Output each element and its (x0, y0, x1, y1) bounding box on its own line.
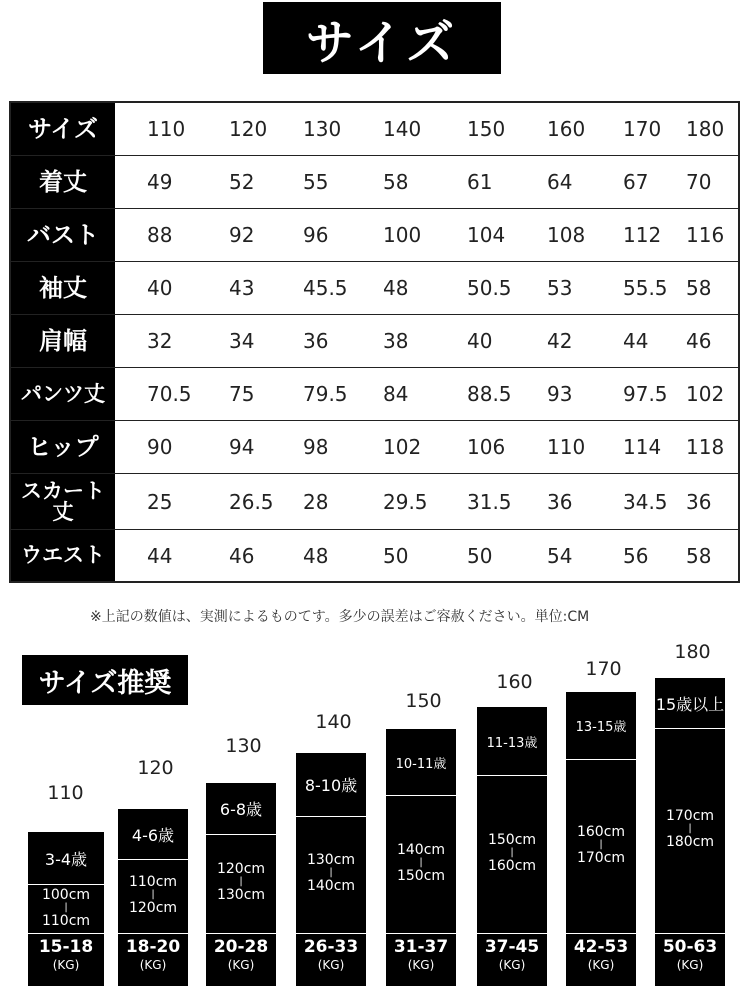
age-label: 6-8歳 (206, 783, 276, 835)
table-cell: 44 (147, 543, 173, 568)
weight-unit: (KG) (498, 958, 526, 972)
table-row (11, 421, 738, 474)
age-label: 11-13歳 (477, 707, 547, 776)
table-cell: 104 (467, 223, 506, 247)
table-cell: 32 (147, 329, 173, 353)
height-from: 160cm (576, 823, 626, 840)
table-cell: 40 (147, 276, 173, 300)
table-cell: 70 (686, 170, 712, 194)
table-cell: 64 (547, 170, 573, 194)
table-cell: 50.5 (467, 276, 512, 300)
size-label: 130 (225, 735, 262, 757)
weight-unit: (KG) (139, 958, 167, 972)
size-bar (386, 729, 456, 986)
row-label (11, 474, 115, 529)
table-row (11, 262, 738, 315)
weight-unit: (KG) (407, 958, 435, 972)
table-cell: 49 (147, 170, 173, 194)
size-table (9, 101, 740, 583)
height-from: 100cm (41, 887, 91, 903)
table-row (11, 368, 738, 421)
height-from: 170cm (665, 808, 715, 824)
table-cell: 140 (383, 117, 422, 141)
age-label: 10-11歳 (386, 729, 456, 796)
table-cell: 58 (383, 170, 409, 194)
weight-unit: (KG) (587, 958, 615, 972)
page-title: サイズ (263, 2, 501, 74)
table-cell: 102 (383, 435, 422, 459)
weight-range (386, 933, 456, 986)
table-cell: 120 (229, 117, 268, 141)
table-cell: 160 (547, 117, 586, 141)
table-cell: 88.5 (467, 382, 512, 406)
size-bar (477, 707, 547, 986)
table-cell: 28 (303, 489, 329, 514)
table-cell: 102 (686, 382, 725, 406)
table-cell: 29.5 (383, 489, 428, 514)
height-range (296, 853, 366, 893)
table-cell: 46 (686, 329, 712, 353)
range-divider-icon: | (329, 867, 333, 878)
table-cell: 42 (547, 329, 573, 353)
table-cell: 88 (147, 223, 173, 247)
size-label: 160 (496, 671, 533, 693)
row-label: バスト (11, 209, 115, 261)
range-divider-icon: | (688, 823, 692, 834)
height-from: 130cm (306, 852, 356, 868)
table-cell: 98 (303, 435, 329, 459)
table-row (11, 315, 738, 368)
weight-range (655, 933, 725, 986)
weight-range (566, 933, 636, 986)
table-cell: 116 (686, 223, 725, 247)
row-label: ヒップ (11, 421, 115, 473)
weight-value: 50-63 (662, 937, 718, 957)
table-cell: 110 (147, 117, 186, 141)
size-bar (118, 809, 188, 986)
table-cell: 55 (303, 170, 329, 194)
height-to: 110cm (41, 913, 91, 929)
table-row (11, 156, 738, 209)
table-cell: 93 (547, 382, 573, 406)
height-from: 140cm (396, 841, 446, 858)
table-row (11, 209, 738, 262)
age-label: 15歳以上 (655, 678, 725, 729)
table-row (11, 530, 738, 581)
weight-value: 18-20 (125, 937, 181, 957)
height-to: 180cm (665, 834, 715, 850)
size-label: 180 (674, 641, 711, 663)
row-label: パンツ丈 (11, 368, 115, 420)
table-cell: 58 (686, 276, 712, 300)
height-range (386, 843, 456, 883)
table-cell: 170 (623, 117, 662, 141)
table-cell: 54 (547, 543, 573, 568)
size-label: 110 (47, 782, 84, 804)
row-label: 袖丈 (11, 262, 115, 314)
row-label: ウエスト (11, 530, 115, 581)
range-divider-icon: | (239, 876, 243, 887)
weight-value: 26-33 (303, 937, 359, 957)
table-cell: 44 (623, 329, 649, 353)
weight-value: 15-18 (38, 937, 94, 957)
height-to: 140cm (306, 878, 356, 894)
table-cell: 97.5 (623, 382, 668, 406)
table-cell: 92 (229, 223, 255, 247)
table-cell: 150 (467, 117, 506, 141)
weight-value: 37-45 (484, 937, 540, 957)
size-bar (28, 832, 104, 986)
height-from: 120cm (216, 861, 266, 877)
table-cell: 46 (229, 543, 255, 568)
size-label: 140 (315, 711, 352, 733)
height-range (28, 888, 104, 928)
height-to: 170cm (576, 849, 626, 866)
table-cell: 34.5 (623, 489, 668, 514)
table-cell: 110 (547, 435, 586, 459)
age-label: 8-10歳 (296, 753, 366, 817)
table-cell: 50 (467, 543, 493, 568)
height-from: 110cm (128, 873, 178, 890)
table-row (11, 474, 738, 530)
table-cell: 106 (467, 435, 506, 459)
height-to: 160cm (487, 857, 537, 874)
range-divider-icon: | (64, 902, 68, 913)
table-cell: 52 (229, 170, 255, 194)
table-cell: 25 (147, 489, 173, 514)
age-label: 3-4歳 (28, 832, 104, 885)
range-divider-icon: | (510, 846, 514, 858)
table-cell: 55.5 (623, 276, 668, 300)
weight-unit: (KG) (227, 958, 255, 972)
table-cell: 61 (467, 170, 493, 194)
weight-range (477, 933, 547, 986)
row-label: サイズ (11, 103, 115, 155)
table-row (11, 103, 738, 156)
table-cell: 50 (383, 543, 409, 568)
height-from: 150cm (487, 831, 537, 848)
weight-unit: (KG) (317, 958, 345, 972)
table-cell: 40 (467, 329, 493, 353)
weight-value: 31-37 (393, 937, 449, 957)
table-cell: 53 (547, 276, 573, 300)
table-cell: 58 (686, 543, 712, 568)
height-to: 150cm (396, 867, 446, 884)
size-label: 150 (405, 690, 442, 712)
table-cell: 31.5 (467, 489, 512, 514)
size-bar (296, 753, 366, 986)
weight-value: 42-53 (573, 937, 629, 957)
row-label: 肩幅 (11, 315, 115, 367)
table-cell: 112 (623, 223, 662, 247)
table-cell: 94 (229, 435, 255, 459)
size-bar (655, 678, 725, 986)
table-cell: 36 (303, 329, 329, 353)
row-label-line: スカート (21, 478, 105, 503)
weight-unit: (KG) (52, 958, 80, 972)
age-label: 13-15歳 (566, 692, 636, 760)
measurement-note: ※上記の数値は、実測によるものてす。多少の誤差はご容赦ください。単位:CM (90, 609, 590, 625)
age-label: 4-6歳 (118, 809, 188, 860)
size-label: 120 (137, 757, 174, 779)
table-cell: 114 (623, 435, 662, 459)
weight-range (206, 933, 276, 986)
table-cell: 36 (686, 489, 712, 514)
table-cell: 36 (547, 489, 573, 514)
row-label-line: 丈 (52, 499, 74, 524)
table-cell: 56 (623, 543, 649, 568)
weight-range (28, 933, 104, 986)
height-range (206, 862, 276, 902)
table-cell: 38 (383, 329, 409, 353)
table-cell: 84 (383, 382, 409, 406)
height-range (477, 833, 547, 873)
table-cell: 100 (383, 223, 422, 247)
table-cell: 118 (686, 435, 725, 459)
table-cell: 26.5 (229, 489, 274, 514)
table-cell: 130 (303, 117, 342, 141)
table-cell: 45.5 (303, 276, 348, 300)
table-cell: 108 (547, 223, 586, 247)
size-bar (566, 692, 636, 986)
size-bar (206, 783, 276, 986)
table-cell: 48 (303, 543, 329, 568)
table-cell: 180 (686, 117, 725, 141)
table-cell: 67 (623, 170, 649, 194)
size-label: 170 (585, 658, 622, 680)
height-range (118, 875, 188, 915)
height-to: 130cm (216, 887, 266, 903)
height-to: 120cm (128, 899, 178, 916)
weight-unit: (KG) (676, 958, 704, 972)
table-cell: 70.5 (147, 382, 192, 406)
table-cell: 43 (229, 276, 255, 300)
recommend-title: サイズ推奨 (22, 655, 188, 705)
weight-range (118, 933, 188, 986)
weight-value: 20-28 (213, 937, 269, 957)
table-cell: 96 (303, 223, 329, 247)
table-cell: 34 (229, 329, 255, 353)
table-cell: 90 (147, 435, 173, 459)
range-divider-icon: | (599, 838, 603, 850)
height-range (566, 825, 636, 865)
weight-range (296, 933, 366, 986)
range-divider-icon: | (151, 888, 155, 900)
row-label: 着丈 (11, 156, 115, 208)
table-cell: 75 (229, 382, 255, 406)
range-divider-icon: | (419, 856, 423, 868)
height-range (655, 809, 725, 849)
table-cell: 79.5 (303, 382, 348, 406)
table-cell: 48 (383, 276, 409, 300)
